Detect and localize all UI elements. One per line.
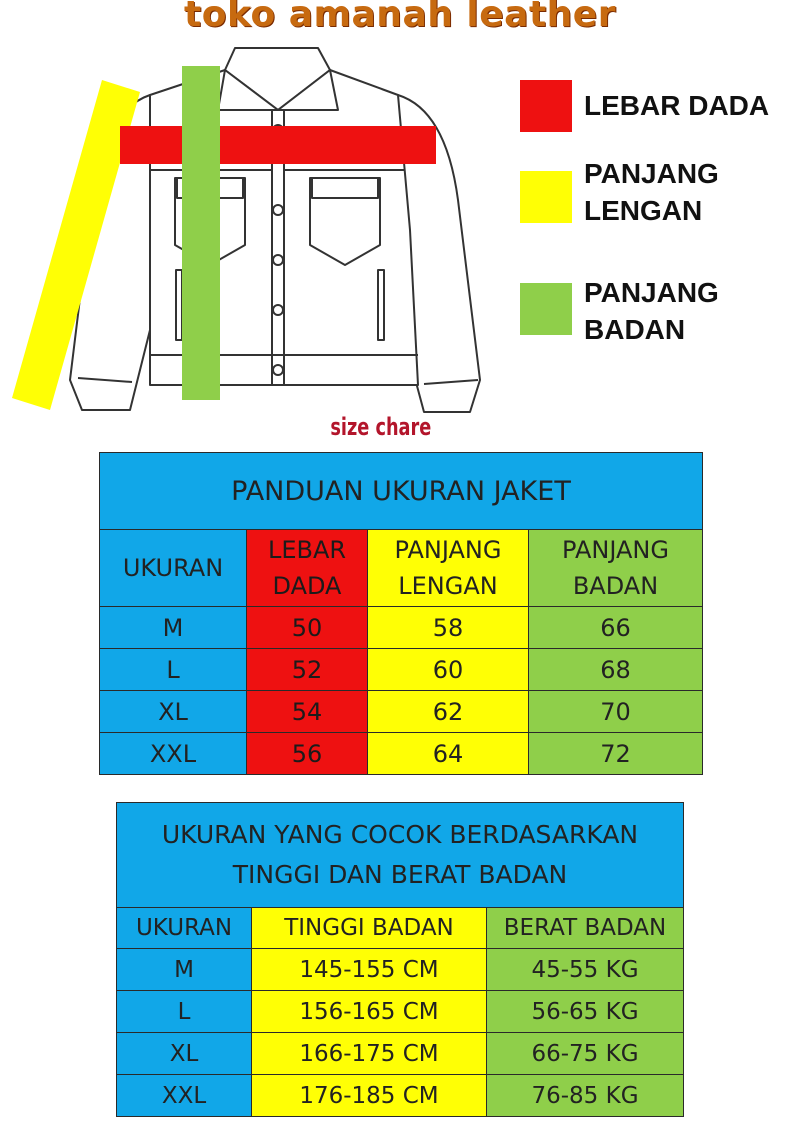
weight-cell: 45-55 KG [487,949,684,991]
header-height: TINGGI BADAN [252,908,487,949]
legend-body-label-line2: BADAN [584,314,686,345]
table-row [117,991,684,1033]
legend-sleeve-swatch [520,171,572,223]
weight-cell: 56-65 KG [487,991,684,1033]
body-cell: 66 [529,607,703,649]
legend-chest-label: LEBAR DADA [584,90,770,121]
legend-sleeve-label-line2: LENGAN [584,195,703,226]
size-cell: XL [100,691,247,733]
size-cell: XXL [117,1075,252,1117]
chest-cell: 56 [247,733,368,775]
fit-guide-title-line1: UKURAN YANG COCOK BERDASARKAN [161,820,639,849]
header-body-line2: BADAN [572,572,659,600]
weight-cell: 66-75 KG [487,1033,684,1075]
legend-body-label-line1: PANJANG [584,277,719,308]
height-cell: 156-165 CM [252,991,487,1033]
table-row [117,949,684,991]
header-size: UKURAN [117,908,252,949]
legend-chest-swatch [520,80,572,132]
jacket-measurement-illustration [0,40,520,430]
store-title: toko amanah leather [184,0,616,35]
size-guide-table [99,452,703,775]
header-weight: BERAT BADAN [487,908,684,949]
chest-width-bar [120,126,436,164]
subtitle: size chare [330,413,432,441]
legend-body-swatch [520,283,572,335]
height-cell: 166-175 CM [252,1033,487,1075]
body-cell: 70 [529,691,703,733]
header-chest-line1: LEBAR [267,536,347,564]
chest-cell: 52 [247,649,368,691]
fit-guide-title [117,803,684,908]
header-sleeve-line1: PANJANG [394,536,502,564]
body-length-bar [182,66,220,400]
sleeve-cell: 64 [368,733,529,775]
size-cell: M [100,607,247,649]
size-cell: L [100,649,247,691]
fit-guide-title-line2: TINGGI DAN BERAT BADAN [232,860,568,889]
table-row [100,733,703,775]
chest-cell: 50 [247,607,368,649]
sleeve-cell: 62 [368,691,529,733]
sleeve-cell: 58 [368,607,529,649]
size-cell: L [117,991,252,1033]
fit-guide-table [116,802,684,1117]
chest-cell: 54 [247,691,368,733]
table-row [117,1033,684,1075]
body-cell: 72 [529,733,703,775]
height-cell: 176-185 CM [252,1075,487,1117]
size-cell: XXL [100,733,247,775]
header-chest [247,530,368,607]
body-cell: 68 [529,649,703,691]
weight-cell: 76-85 KG [487,1075,684,1117]
height-cell: 145-155 CM [252,949,487,991]
legend-sleeve-label-line1: PANJANG [584,158,719,189]
table-row [117,1075,684,1117]
header-sleeve [368,530,529,607]
header-sleeve-line2: LENGAN [398,572,498,600]
table-row [100,691,703,733]
header-size: UKURAN [100,530,247,607]
header-body-line1: PANJANG [562,536,669,564]
size-cell: M [117,949,252,991]
sleeve-cell: 60 [368,649,529,691]
header-chest-line2: DADA [272,572,342,600]
header-body [529,530,703,607]
size-cell: XL [117,1033,252,1075]
table-row [100,607,703,649]
size-guide-title: PANDUAN UKURAN JAKET [100,453,703,530]
table-row [100,649,703,691]
